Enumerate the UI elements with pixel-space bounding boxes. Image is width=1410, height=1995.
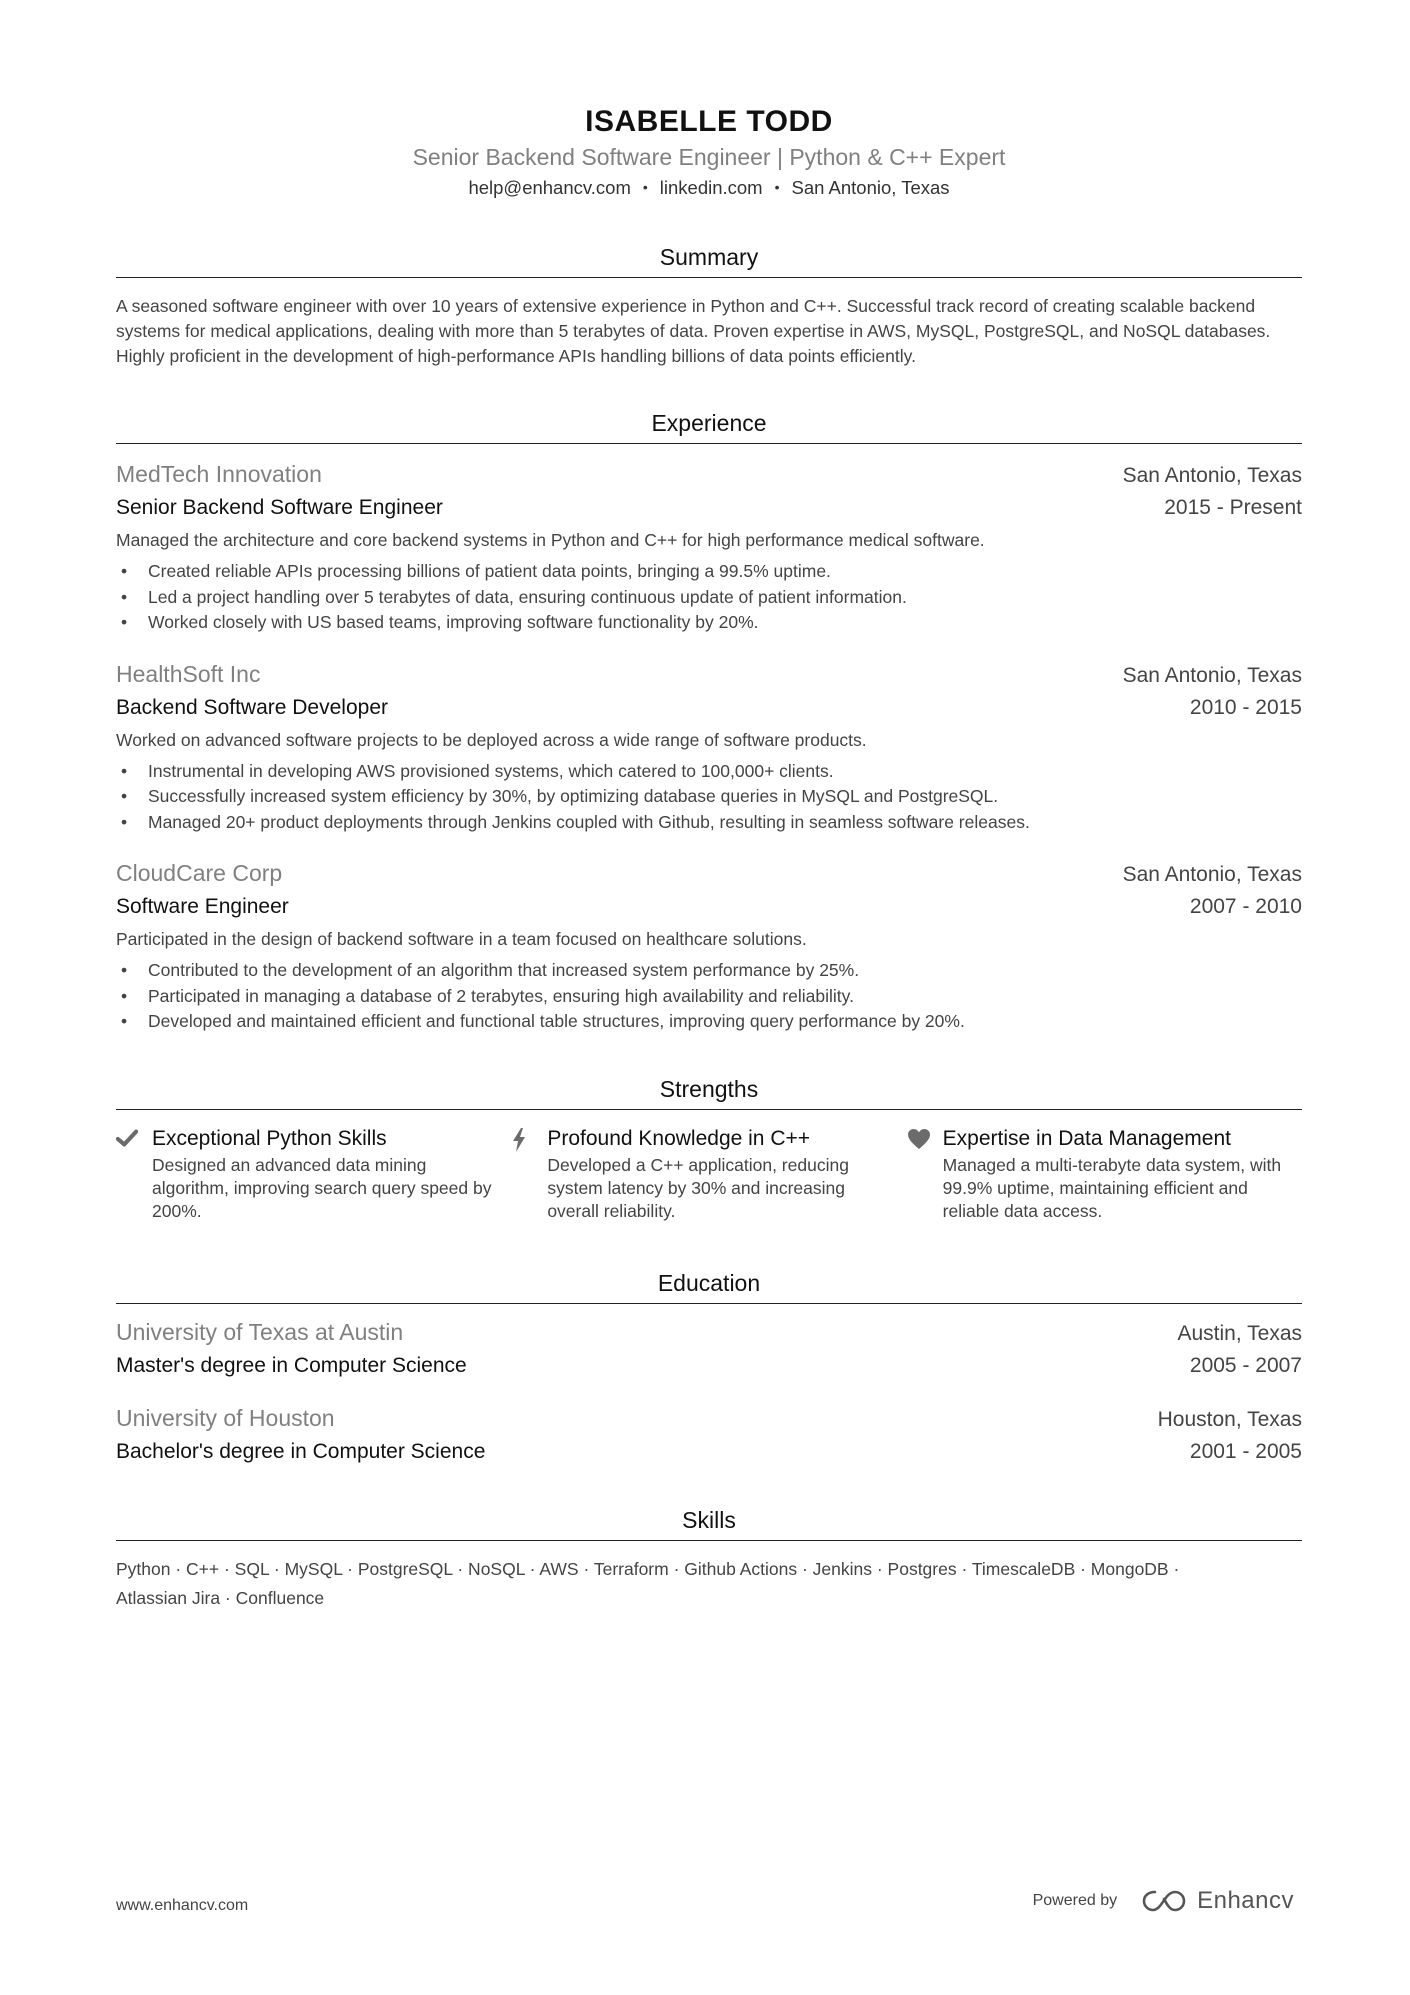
- strengths-list: [116, 1124, 1302, 1223]
- job-company: MedTech Innovation: [116, 461, 322, 487]
- job-dates: 2007 - 2010: [1189, 895, 1302, 918]
- job-bullets: [116, 759, 1302, 836]
- footer-website[interactable]: www.enhancv.com: [116, 1897, 249, 1914]
- skills-heading: Skills: [116, 1504, 1302, 1541]
- contact-linkedin[interactable]: linkedin.com: [659, 177, 763, 198]
- job-entry: [116, 857, 1302, 1035]
- job-bullet: • Instrumental in developing AWS provisioned systems, which catered to 100,000+ clients.: [148, 759, 1302, 785]
- experience-section: [116, 407, 1302, 1035]
- resume-header: [116, 0, 1302, 201]
- job-description: Worked on advanced software projects to be deployed across a wide range of software products.: [116, 729, 867, 750]
- job-role: Backend Software Developer: [116, 695, 388, 719]
- education-entry: [116, 1402, 1302, 1468]
- education-degree: Master's degree in Computer Science: [116, 1353, 467, 1377]
- education-dates: 2005 - 2007: [1189, 1353, 1302, 1377]
- skills-list: [116, 1555, 1302, 1613]
- education-entry: [116, 1316, 1302, 1382]
- checkmark-icon: [116, 1128, 138, 1148]
- job-bullet: • Contributed to the development of an algorithm that increased system performance by 25%.: [148, 958, 1302, 984]
- job-bullet: • Worked closely with US based teams, improving software functionality by 20%.: [148, 610, 1302, 636]
- strength-title: Exceptional Python Skills: [152, 1126, 387, 1150]
- job-dates: 2015 - Present: [1164, 496, 1302, 519]
- job-role: Senior Backend Software Engineer: [116, 496, 443, 519]
- job-entry: [116, 658, 1302, 836]
- job-role: Software Engineer: [116, 895, 289, 918]
- job-location: San Antonio, Texas: [1122, 863, 1302, 886]
- job-bullet: • Created reliable APIs processing billions of patient data points, bringing a 99.5% uptime.: [148, 559, 1302, 585]
- job-company: HealthSoft Inc: [116, 660, 261, 687]
- education-dates: 2001 - 2005: [1189, 1439, 1302, 1463]
- education-school: University of Houston: [116, 1404, 335, 1431]
- strength-item: [907, 1124, 1302, 1223]
- job-bullet: • Led a project handling over 5 terabytes of data, ensuring continuous update of patient information.: [148, 585, 1302, 611]
- strength-item: [116, 1124, 511, 1223]
- job-bullet: • Successfully increased system efficiency by 30%, by optimizing database queries in MySQL and PostgreSQL.: [148, 784, 1302, 810]
- job-dates: 2010 - 2015: [1189, 695, 1302, 719]
- strengths-section: [116, 1073, 1302, 1223]
- contact-separator: •: [774, 179, 780, 195]
- strength-description: Managed a multi-terabyte data system, with 99.9% uptime, maintaining efficient and reliable data access.: [942, 1154, 1282, 1221]
- candidate-title: Senior Backend Software Engineer | Python & C++ Expert: [412, 144, 1006, 170]
- candidate-name: ISABELLE TODD: [585, 105, 833, 138]
- job-location: San Antonio, Texas: [1122, 663, 1302, 687]
- job-company: CloudCare Corp: [116, 860, 283, 886]
- powered-by: [1033, 1887, 1294, 1915]
- skills-line: Atlassian Jira · Confluence: [116, 1587, 325, 1608]
- job-bullets: [116, 958, 1302, 1035]
- strength-description: Developed a C++ application, reducing system latency by 30% and increasing overall reliability.: [547, 1154, 849, 1221]
- strength-item: [511, 1124, 906, 1223]
- contact-separator: •: [642, 179, 648, 195]
- heart-icon: [907, 1128, 931, 1150]
- contact-location: San Antonio, Texas: [791, 177, 950, 198]
- education-degree: Bachelor's degree in Computer Science: [116, 1439, 486, 1463]
- strengths-heading: Strengths: [116, 1073, 1302, 1110]
- strength-title: Profound Knowledge in C++: [547, 1126, 811, 1150]
- job-bullet: • Managed 20+ product deployments through Jenkins coupled with Github, resulting in seamless software releases.: [148, 810, 1302, 836]
- strength-title: Expertise in Data Management: [942, 1126, 1231, 1150]
- skills-section: [116, 1504, 1302, 1613]
- job-bullets: [116, 559, 1302, 636]
- job-entry: [116, 458, 1302, 636]
- strength-description: Designed an advanced data mining algorithm, improving search query speed by 200%.: [152, 1154, 492, 1221]
- education-location: Houston, Texas: [1157, 1407, 1302, 1431]
- education-section: [116, 1267, 1302, 1468]
- page-footer: [116, 1883, 1302, 1923]
- lightning-bolt-icon: [511, 1128, 527, 1152]
- job-location: San Antonio, Texas: [1122, 464, 1302, 487]
- job-bullet: • Developed and maintained efficient and functional table structures, improving query performance by 20%.: [148, 1009, 1302, 1035]
- education-school: University of Texas at Austin: [116, 1318, 404, 1345]
- powered-by-brand: Enhancv: [1197, 1887, 1294, 1914]
- summary-section: [116, 241, 1302, 369]
- experience-heading: Experience: [116, 407, 1302, 444]
- contact-line: [116, 174, 1302, 201]
- contact-email[interactable]: help@enhancv.com: [468, 177, 631, 198]
- job-description: Managed the architecture and core backend systems in Python and C++ for high performance medical software.: [116, 530, 985, 550]
- job-description: Participated in the design of backend software in a team focused on healthcare solutions.: [116, 929, 807, 949]
- powered-by-label: Powered by: [1032, 1892, 1118, 1909]
- skills-line: Python · C++ · SQL · MySQL · PostgreSQL · NoSQL · AWS · Terraform · Github Actions · Jenkins · Postgres · TimescaleDB · MongoDB ·: [116, 1558, 1180, 1579]
- job-bullet: • Participated in managing a database of 2 terabytes, ensuring high availability and reliability.: [148, 984, 1302, 1010]
- education-heading: Education: [116, 1267, 1302, 1304]
- enhancv-logo-icon: [1141, 1888, 1187, 1914]
- summary-text: A seasoned software engineer with over 10 years of extensive experience in Python and C++. Successful track record of creating scalable backend systems for medical applications, dealing with more than 5 terabytes of data. Proven expertise in AWS, MySQL, PostgreSQL, and NoSQL databases. Highly proficient in the development of high-performance APIs handling billions of data points efficiently.: [116, 296, 1271, 366]
- resume-page: [116, 0, 1302, 1613]
- summary-heading: Summary: [116, 241, 1302, 278]
- education-location: Austin, Texas: [1177, 1321, 1302, 1345]
